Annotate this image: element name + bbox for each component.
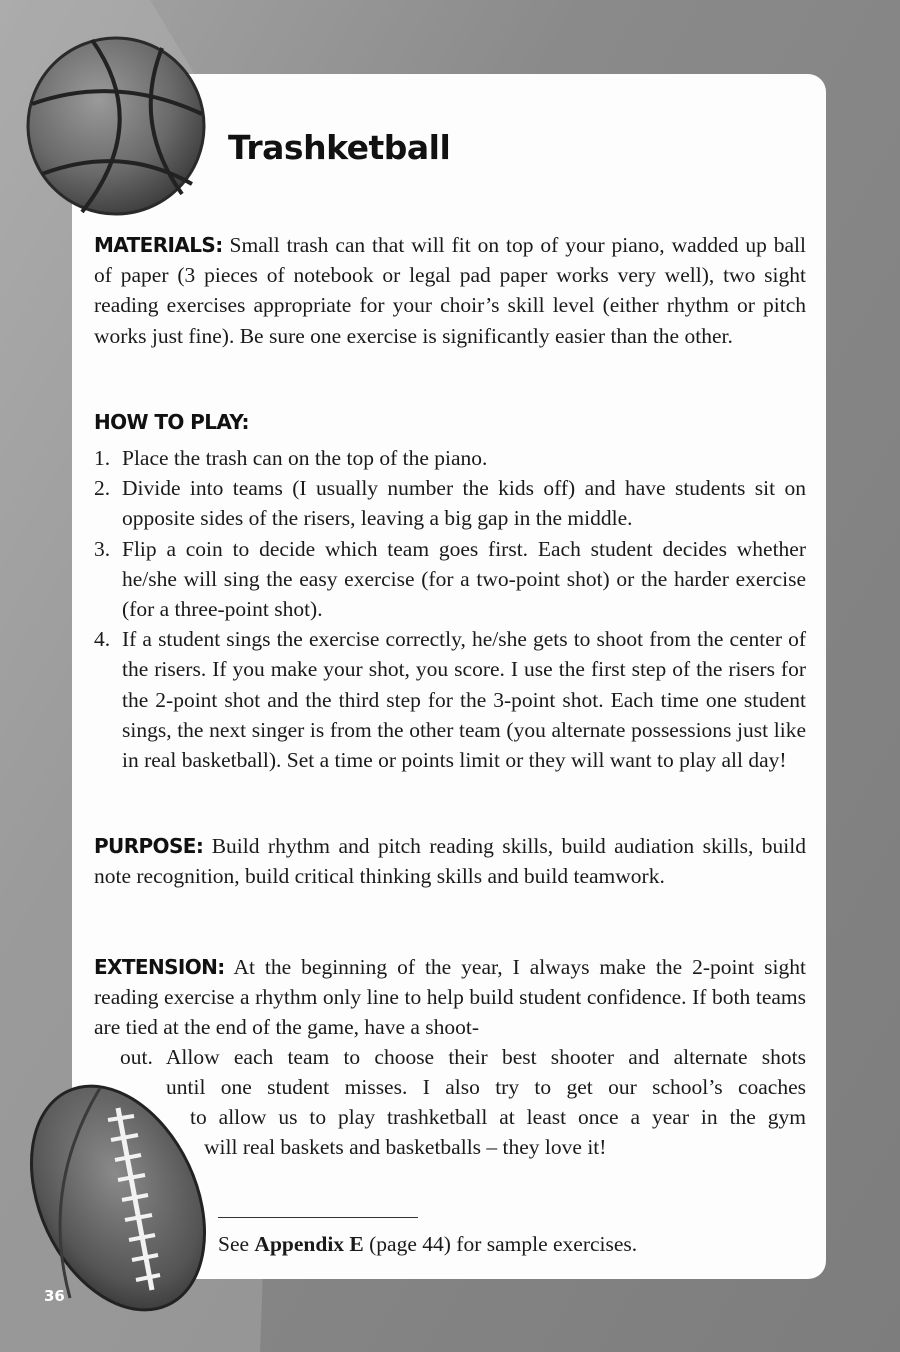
extension-label: EXTENSION: <box>94 955 225 979</box>
how-to-play-label: HOW TO PLAY: <box>94 410 249 434</box>
list-item <box>94 443 806 473</box>
step-text: Divide into teams (I usually number the kids off) and have students sit on opposite sides of the risers, leaving a big gap in the middle. <box>122 476 806 531</box>
footnote-prefix: See <box>218 1232 250 1256</box>
step-number: 1. <box>94 446 111 470</box>
step-text: If a student sings the exercise correctly, he/she gets to shoot from the center of the risers. If you make your shot, you score. I use the first step of the risers for the 2-point shot and the third step for the 3-point shot. Each time one student sings, the next singer is from the other team (you alternate possessions just like in real basketball). Set a time or points limit or they will want to play all day! <box>122 627 806 773</box>
step-number: 4. <box>94 627 111 652</box>
purpose-section <box>94 831 806 891</box>
materials-text: Small trash can that will fit on top of your piano, wadded up ball of paper (3 pieces of notebook or legal pad paper works very well), two sight reading exercises appropriate for your choir’s skill level (either rhythm or pitch works just fine). Be sure one exercise is significantly easier than the other. <box>94 233 806 348</box>
materials-section <box>94 230 806 351</box>
step-number: 3. <box>94 536 111 561</box>
extension-line: out. Allow each team to choose their best shooter and alternate shots <box>120 1045 806 1069</box>
materials-label: MATERIALS: <box>94 233 223 257</box>
extension-line: to allow us to play trashketball at least once a year in the gym <box>190 1105 806 1129</box>
list-item <box>94 534 806 625</box>
step-text: Place the trash can on the top of the piano. <box>122 446 488 470</box>
extension-text: At the beginning of the year, I always make the 2-point sight reading exercise a rhythm only line to help build student confidence. If both teams are tied at the end of the game, have a shoot- <box>94 955 806 1040</box>
purpose-label: PURPOSE: <box>94 834 204 858</box>
page-number: 36 <box>44 1287 65 1305</box>
football-icon <box>0 1068 212 1316</box>
extension-section <box>94 952 806 1043</box>
footnote <box>218 1232 637 1257</box>
step-text: Flip a coin to decide which team goes first. Each student decides whether he/she will sing the easy exercise (for a two-point shot) or the harder exercise (for a three-point shot). <box>122 536 806 622</box>
page-title: Trashketball <box>228 128 451 167</box>
purpose-text: Build rhythm and pitch reading skills, build audiation skills, build note recognition, build critical thinking skills and build teamwork. <box>94 834 807 889</box>
appendix-reference: Appendix E <box>254 1232 364 1256</box>
footnote-suffix: (page 44) for sample exercises. <box>369 1232 638 1256</box>
how-to-play-steps <box>94 443 806 775</box>
footnote-divider <box>218 1217 418 1218</box>
extension-line: until one student misses. I also try to get our school’s coaches <box>166 1075 806 1099</box>
basketball-icon <box>22 34 210 218</box>
list-item <box>94 473 806 533</box>
step-number: 2. <box>94 476 111 501</box>
list-item <box>94 624 806 775</box>
extension-line: will real baskets and basketballs – they love it! <box>204 1135 607 1159</box>
